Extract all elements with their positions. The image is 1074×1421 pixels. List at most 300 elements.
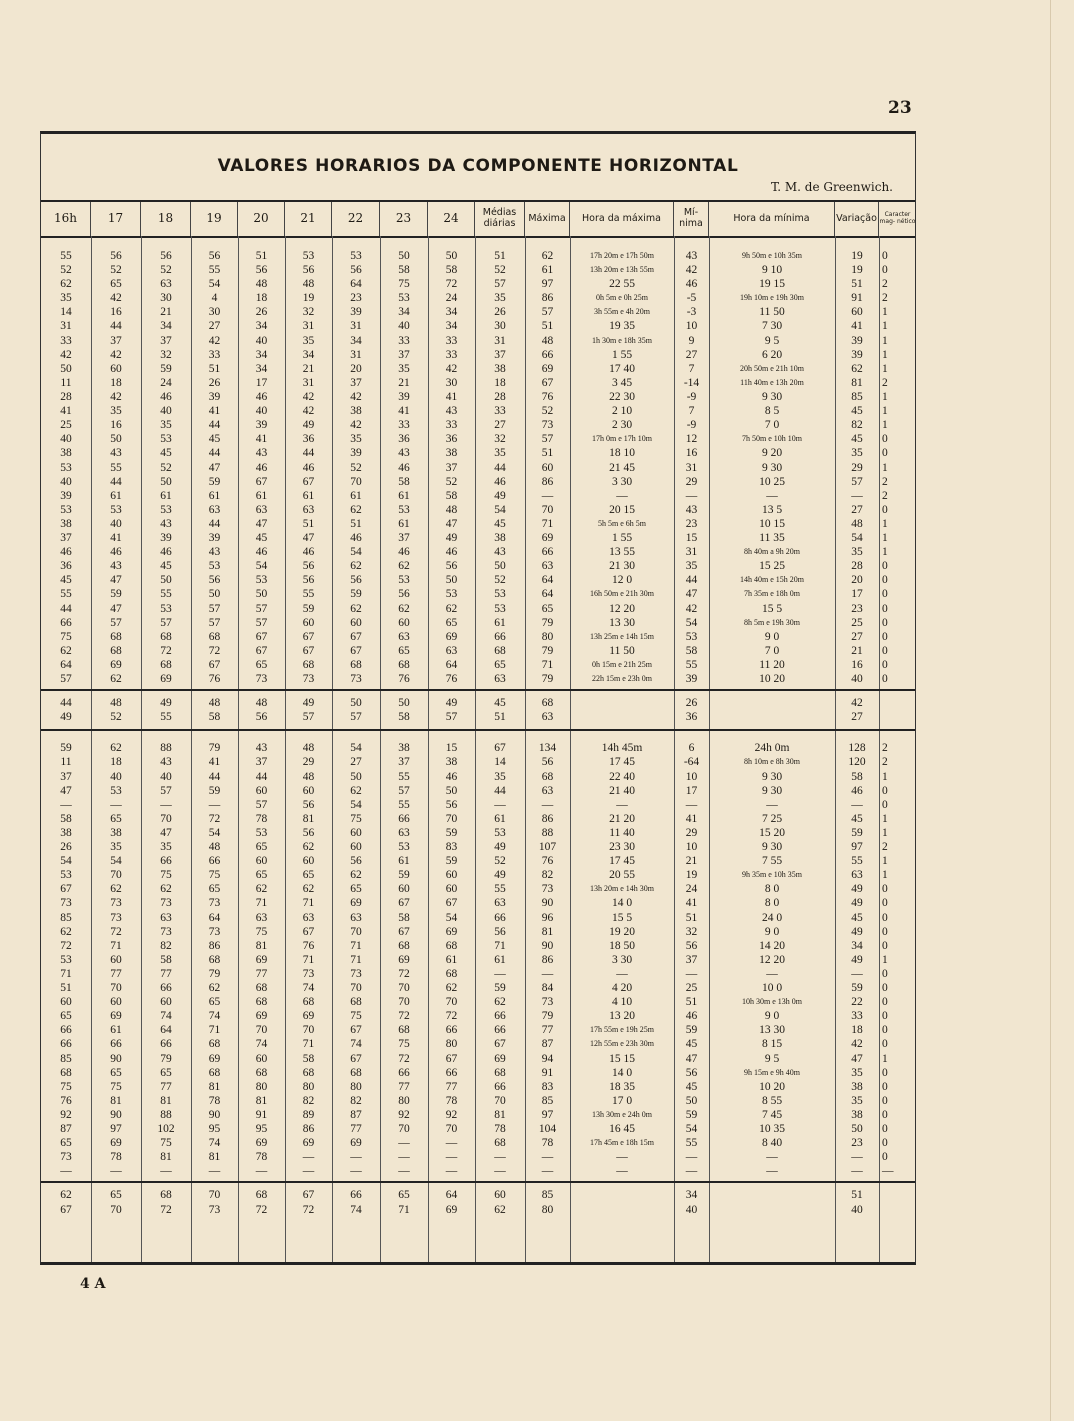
cell-hour-23: 61 [398, 855, 410, 867]
cell-maximum: 57 [541, 433, 554, 445]
cell-variation: 50 [851, 1123, 863, 1135]
cell-hour-17: 44 [110, 320, 122, 332]
cell-magnetic-char: 0 [882, 968, 888, 980]
cell-variation: 19 [851, 264, 863, 276]
cell-hour-17: 65 [110, 278, 122, 290]
cell-daily-mean: 49 [494, 490, 506, 502]
cell-hour-24: 49 [445, 532, 458, 544]
table-row [41, 1150, 915, 1164]
cell-variation: 128 [848, 742, 866, 754]
cell-min-time [709, 1188, 835, 1202]
cell-variation: 81 [851, 377, 863, 389]
cell-hour-21: 68 [302, 1067, 315, 1079]
cell-min-time: 9 30 [761, 841, 783, 853]
cell-hour-23: — [398, 1151, 410, 1163]
cell-max-time: 12 20 [609, 603, 635, 615]
cell-variation: — [851, 1165, 863, 1177]
cell-hour-21: 71 [302, 1038, 315, 1050]
column-header-maximum: Máxima [525, 202, 570, 236]
cell-hour-18: 49 [160, 697, 172, 709]
cell-hour-16: 85 [60, 912, 72, 924]
table-row [41, 840, 915, 854]
cell-hour-22: 46 [350, 532, 362, 544]
cell-hour-24: 36 [445, 433, 458, 445]
cell-variation: 60 [851, 306, 863, 318]
cell-hour-17: 18 [110, 377, 122, 389]
table-row [41, 362, 915, 376]
cell-magnetic-char: 0 [882, 1137, 888, 1149]
cell-magnetic-char: 0 [882, 1109, 888, 1121]
cell-hour-17: 57 [110, 617, 122, 629]
cell-hour-22: 51 [350, 518, 362, 530]
cell-daily-mean: 67 [494, 742, 506, 754]
table-row [41, 854, 915, 868]
cell-hour-24: 67 [445, 897, 458, 909]
cell-hour-17: 65 [110, 1067, 122, 1079]
cell-hour-18: 68 [160, 1189, 172, 1201]
cell-variation: 54 [851, 532, 863, 544]
cell-max-time: 21 40 [609, 785, 635, 797]
cell-hour-16: 50 [60, 363, 72, 375]
cell-hour-16: 51 [60, 982, 72, 994]
cell-hour-18: 64 [160, 1024, 172, 1036]
cell-magnetic-char: 1 [882, 518, 888, 530]
cell-hour-21: 48 [302, 278, 315, 290]
cell-hour-17: 47 [110, 574, 122, 586]
cell-max-time: 22 55 [609, 278, 635, 290]
cell-hour-18: 50 [160, 574, 172, 586]
cell-hour-23: 68 [398, 1024, 410, 1036]
cell-magnetic-char: — [882, 1165, 894, 1177]
cell-hour-24: 80 [445, 1038, 458, 1050]
cell-hour-21: 19 [302, 292, 315, 304]
cell-hour-23: 36 [398, 433, 410, 445]
cell-hour-20: 65 [255, 841, 268, 853]
cell-hour-23: 62 [398, 560, 410, 572]
cell-magnetic-char: 0 [882, 1067, 888, 1079]
cell-min-time: 10 35 [759, 1123, 785, 1135]
cell-maximum: 96 [541, 912, 554, 924]
cell-hour-17: 62 [110, 883, 122, 895]
cell-hour-24: 72 [445, 278, 458, 290]
cell-maximum: 88 [541, 827, 554, 839]
cell-max-time: 13 30 [609, 617, 635, 629]
cell-magnetic-char [879, 710, 916, 724]
cell-hour-20: 18 [255, 292, 268, 304]
cell-hour-21: 67 [302, 476, 315, 488]
cell-hour-24: 42 [445, 363, 458, 375]
cell-hour-22: 66 [350, 1189, 362, 1201]
cell-daily-mean: 46 [494, 476, 506, 488]
cell-hour-22: 63 [350, 912, 362, 924]
cell-hour-16: 73 [60, 897, 72, 909]
data-table [40, 131, 916, 1265]
cell-maximum: 94 [541, 1053, 554, 1065]
cell-daily-mean: 27 [494, 419, 506, 431]
cell-hour-18: 60 [160, 996, 172, 1008]
cell-hour-24: 46 [445, 771, 458, 783]
cell-hour-18: 66 [160, 1038, 172, 1050]
cell-hour-18: 24 [160, 377, 172, 389]
cell-min-time: 8h 5m e 19h 30m [744, 618, 800, 627]
cell-hour-23: 72 [398, 1010, 410, 1022]
cell-hour-22: — [350, 1151, 362, 1163]
cell-maximum: 82 [541, 869, 554, 881]
cell-hour-21: 63 [302, 912, 315, 924]
cell-hour-24: 70 [445, 813, 458, 825]
cell-magnetic-char: 0 [882, 659, 888, 671]
cell-magnetic-char: 1 [882, 335, 888, 347]
cell-hour-20: 81 [255, 1095, 268, 1107]
cell-hour-17: 60 [110, 996, 122, 1008]
cell-magnetic-char: 0 [882, 588, 888, 600]
cell-magnetic-char: 0 [882, 250, 888, 262]
cell-min-time [709, 710, 835, 724]
cell-minimum: -9 [686, 391, 697, 403]
cell-hour-21: 67 [302, 1189, 315, 1201]
cell-minimum: 25 [685, 982, 698, 994]
cell-hour-21: 47 [302, 532, 315, 544]
cell-hour-19: 55 [208, 264, 221, 276]
cell-hour-16: 37 [60, 532, 72, 544]
cell-hour-22: 65 [350, 883, 362, 895]
cell-hour-22: 69 [350, 897, 362, 909]
table-row [41, 784, 915, 798]
cell-hour-23: 60 [398, 617, 410, 629]
cell-minimum: 10 [685, 771, 698, 783]
cell-variation: 39 [851, 335, 863, 347]
cell-magnetic-char: 1 [882, 363, 888, 375]
cell-hour-24: 83 [445, 841, 458, 853]
cell-hour-16: 11 [60, 756, 72, 768]
cell-hour-17: 18 [110, 756, 122, 768]
cell-hour-23: 68 [398, 659, 410, 671]
table-row [41, 602, 915, 616]
cell-daily-mean: 63 [494, 673, 506, 685]
cell-daily-mean: 37 [494, 349, 506, 361]
cell-max-time: 17h 20m e 17h 50m [590, 251, 654, 260]
cell-hour-20: 50 [255, 588, 268, 600]
cell-hour-18: 37 [160, 335, 172, 347]
cell-daily-mean: 65 [494, 659, 506, 671]
cell-max-time: 3 30 [611, 954, 633, 966]
column-header-hour-17: 17 [91, 202, 141, 236]
cell-magnetic-char: 1 [882, 405, 888, 417]
cell-hour-24: 54 [445, 912, 458, 924]
cell-hour-19: 41 [208, 405, 221, 417]
cell-minimum: 59 [685, 1109, 698, 1121]
cell-daily-mean: 35 [494, 771, 506, 783]
cell-hour-18: 66 [160, 855, 172, 867]
column-header-hour-20: 20 [238, 202, 285, 236]
cell-daily-mean: 66 [494, 1081, 506, 1093]
cell-magnetic-char: 2 [882, 292, 888, 304]
cell-hour-21: 67 [302, 631, 315, 643]
cell-variation: 25 [851, 617, 863, 629]
table-row [41, 531, 915, 545]
cell-min-time: 15 20 [759, 827, 785, 839]
cell-hour-23: — [398, 1137, 410, 1149]
cell-variation: 42 [851, 697, 863, 709]
cell-max-time: 22 40 [609, 771, 635, 783]
cell-max-time: 0h 5m e 0h 25m [596, 293, 648, 302]
cell-hour-18: 73 [160, 926, 172, 938]
cell-hour-20: 46 [255, 391, 268, 403]
cell-hour-17: 78 [110, 1151, 122, 1163]
cell-hour-20: 91 [255, 1109, 268, 1121]
cell-maximum: 68 [541, 697, 554, 709]
cell-variation: 58 [851, 771, 863, 783]
cell-hour-16: — [60, 1165, 72, 1177]
cell-hour-18: 40 [160, 405, 172, 417]
cell-hour-22: 74 [350, 1038, 362, 1050]
cell-hour-20: 77 [255, 968, 268, 980]
cell-hour-19: 50 [208, 588, 221, 600]
cell-hour-18: 47 [160, 827, 172, 839]
cell-max-time: 17h 55m e 19h 25m [590, 1025, 654, 1034]
cell-daily-mean: 81 [494, 1109, 506, 1121]
table-row [41, 1122, 915, 1136]
cell-daily-mean: 43 [494, 546, 506, 558]
cell-minimum: 31 [685, 546, 698, 558]
cell-daily-mean: 52 [494, 574, 506, 586]
cell-hour-19: 90 [208, 1109, 221, 1121]
cell-hour-22: 60 [350, 617, 362, 629]
cell-min-time: 9 0 [764, 926, 780, 938]
cell-hour-22: 61 [350, 490, 362, 502]
cell-hour-19: 78 [208, 1095, 221, 1107]
cell-maximum: 73 [541, 419, 554, 431]
cell-maximum: 63 [541, 560, 554, 572]
cell-hour-24: 33 [445, 335, 458, 347]
cell-hour-23: 38 [398, 742, 410, 754]
cell-maximum: 63 [541, 785, 554, 797]
cell-hour-20: 48 [255, 697, 268, 709]
cell-hour-24: 70 [445, 996, 458, 1008]
cell-hour-20: 81 [255, 940, 268, 952]
cell-minimum: 21 [685, 855, 698, 867]
cell-hour-22: 56 [350, 855, 362, 867]
cell-min-time: 7 55 [761, 855, 783, 867]
cell-hour-16: 46 [60, 546, 72, 558]
cell-variation: 35 [851, 1067, 863, 1079]
cell-hour-24: 46 [445, 546, 458, 558]
cell-hour-20: 39 [255, 419, 268, 431]
cell-variation: 29 [851, 462, 863, 474]
cell-hour-20: 65 [255, 659, 268, 671]
cell-max-time: 1 55 [611, 349, 633, 361]
cell-min-time: 10 0 [761, 982, 783, 994]
table-row [41, 658, 915, 672]
cell-max-time: 2 10 [611, 405, 633, 417]
cell-hour-22: 56 [350, 574, 362, 586]
cell-min-time: 10 20 [759, 1081, 785, 1093]
table-row [41, 390, 915, 404]
cell-hour-16: 65 [60, 1137, 72, 1149]
cell-minimum: 56 [685, 1067, 698, 1079]
cell-hour-23: 65 [398, 645, 410, 657]
cell-hour-21: 73 [302, 673, 315, 685]
cell-max-time [570, 1203, 674, 1217]
cell-hour-16: 41 [60, 405, 72, 417]
cell-hour-19: 53 [208, 560, 221, 572]
cell-hour-19: 51 [208, 363, 221, 375]
cell-max-time: 22h 15m e 23h 0m [592, 674, 652, 683]
cell-hour-19: 44 [208, 771, 221, 783]
cell-min-time: 13 30 [759, 1024, 785, 1036]
cell-magnetic-char: 0 [882, 603, 888, 615]
cell-max-time: — [616, 490, 628, 502]
cell-variation: 39 [851, 349, 863, 361]
cell-max-time: 22 30 [609, 391, 635, 403]
cell-hour-16: 36 [60, 560, 72, 572]
cell-hour-19: 62 [208, 982, 221, 994]
cell-minimum: 45 [685, 1081, 698, 1093]
cell-magnetic-char: 2 [882, 476, 888, 488]
cell-maximum: 63 [541, 711, 554, 723]
cell-hour-16: 57 [60, 673, 72, 685]
cell-hour-16: 58 [60, 813, 72, 825]
cell-hour-24: 47 [445, 518, 458, 530]
cell-hour-22: 56 [350, 264, 362, 276]
cell-hour-22: 27 [350, 756, 362, 768]
cell-minimum: 29 [685, 476, 698, 488]
table-row [41, 826, 915, 840]
cell-hour-20: 80 [255, 1081, 268, 1093]
cell-daily-mean: 32 [494, 433, 506, 445]
cell-minimum: 24 [685, 883, 698, 895]
cell-hour-18: 77 [160, 1081, 172, 1093]
cell-maximum: 66 [541, 546, 554, 558]
cell-minimum: 58 [685, 645, 698, 657]
cell-hour-16: 75 [60, 631, 72, 643]
cell-hour-18: — [160, 799, 172, 811]
table-row [41, 953, 915, 967]
cell-hour-23: 57 [398, 785, 410, 797]
cell-hour-23: 92 [398, 1109, 410, 1121]
table-row [41, 1108, 915, 1122]
cell-max-time: 16h 50m e 21h 30m [590, 589, 654, 598]
means-separator [41, 689, 915, 691]
cell-min-time: 9h 15m e 9h 40m [744, 1068, 800, 1077]
cell-hour-24: 56 [445, 799, 458, 811]
cell-hour-21: 60 [302, 855, 315, 867]
cell-hour-24: 68 [445, 940, 458, 952]
cell-hour-24: 24 [445, 292, 458, 304]
cell-hour-20: 67 [255, 476, 268, 488]
cell-min-time: 9 10 [761, 264, 783, 276]
cell-maximum: 86 [541, 292, 554, 304]
cell-min-time: 8h 10m e 8h 30m [744, 757, 800, 766]
cell-hour-21: 56 [302, 799, 315, 811]
cell-hour-17: 37 [110, 335, 122, 347]
cell-hour-16: 68 [60, 1067, 72, 1079]
cell-min-time: 8 55 [761, 1095, 783, 1107]
cell-hour-20: 45 [255, 532, 268, 544]
cell-hour-19: 73 [208, 1204, 221, 1216]
cell-hour-24: 33 [445, 349, 458, 361]
cell-hour-16: 33 [60, 335, 72, 347]
cell-maximum: 69 [541, 363, 554, 375]
cell-hour-18: 72 [160, 1204, 172, 1216]
cell-magnetic-char: 0 [882, 1010, 888, 1022]
cell-hour-19: 26 [208, 377, 221, 389]
cell-hour-17: 44 [110, 476, 122, 488]
cell-hour-21: 60 [302, 617, 315, 629]
cell-daily-mean: 28 [494, 391, 506, 403]
cell-hour-16: 73 [60, 1151, 72, 1163]
cell-daily-mean: 70 [494, 1095, 506, 1107]
cell-hour-17: 62 [110, 742, 122, 754]
cell-hour-20: 95 [255, 1123, 268, 1135]
cell-hour-16: 62 [60, 645, 72, 657]
cell-hour-21: 35 [302, 335, 315, 347]
table-title: VALORES HORARIOS DA COMPONENTE HORIZONTAL [217, 156, 739, 176]
cell-hour-21: 68 [302, 996, 315, 1008]
cell-hour-20: 40 [255, 335, 268, 347]
cell-magnetic-char: 2 [882, 278, 888, 290]
cell-minimum: 47 [685, 588, 698, 600]
cell-hour-16: 38 [60, 827, 72, 839]
cell-hour-20: 73 [255, 673, 268, 685]
cell-hour-20: 57 [255, 617, 268, 629]
cell-variation: 38 [851, 1081, 863, 1093]
cell-hour-20: 68 [255, 982, 268, 994]
cell-max-time: 12 0 [611, 574, 633, 586]
means-row [41, 1188, 915, 1202]
cell-hour-24: 76 [445, 673, 458, 685]
cell-hour-21: — [302, 1165, 315, 1177]
cell-hour-22: 62 [350, 785, 362, 797]
cell-hour-24: 56 [445, 560, 458, 572]
cell-daily-mean: 67 [494, 1038, 506, 1050]
cell-hour-24: 69 [445, 926, 458, 938]
cell-hour-20: 57 [255, 799, 268, 811]
cell-variation: 22 [851, 996, 863, 1008]
table-row [41, 770, 915, 784]
cell-hour-20: 69 [255, 1010, 268, 1022]
cell-hour-23: 50 [398, 697, 410, 709]
cell-variation: 33 [851, 1010, 863, 1022]
cell-daily-mean: 68 [494, 1067, 506, 1079]
cell-hour-18: 43 [160, 518, 172, 530]
cell-hour-20: 47 [255, 518, 268, 530]
cell-hour-20: — [255, 1165, 268, 1177]
cell-hour-19: 54 [208, 827, 221, 839]
cell-magnetic-char: 0 [882, 1081, 888, 1093]
cell-hour-23: 55 [398, 799, 410, 811]
cell-hour-24: — [445, 1165, 458, 1177]
table-row [41, 1052, 915, 1066]
cell-maximum: 73 [541, 883, 554, 895]
cell-hour-21: 51 [302, 518, 315, 530]
cell-min-time: 20h 50m e 21h 10m [740, 364, 804, 373]
cell-daily-mean: 35 [494, 447, 506, 459]
cell-daily-mean: 18 [494, 377, 506, 389]
cell-variation: 49 [851, 926, 863, 938]
cell-max-time: 21 20 [609, 813, 635, 825]
cell-hour-21: 56 [302, 574, 315, 586]
cell-max-time: 3 30 [611, 476, 633, 488]
cell-daily-mean: 61 [494, 813, 506, 825]
cell-hour-20: 34 [255, 320, 268, 332]
cell-hour-20: 60 [255, 855, 268, 867]
cell-variation: 28 [851, 560, 863, 572]
cell-hour-19: 70 [208, 1189, 221, 1201]
cell-hour-20: 68 [255, 1067, 268, 1079]
cell-variation: 42 [851, 1038, 863, 1050]
cell-maximum: 86 [541, 476, 554, 488]
